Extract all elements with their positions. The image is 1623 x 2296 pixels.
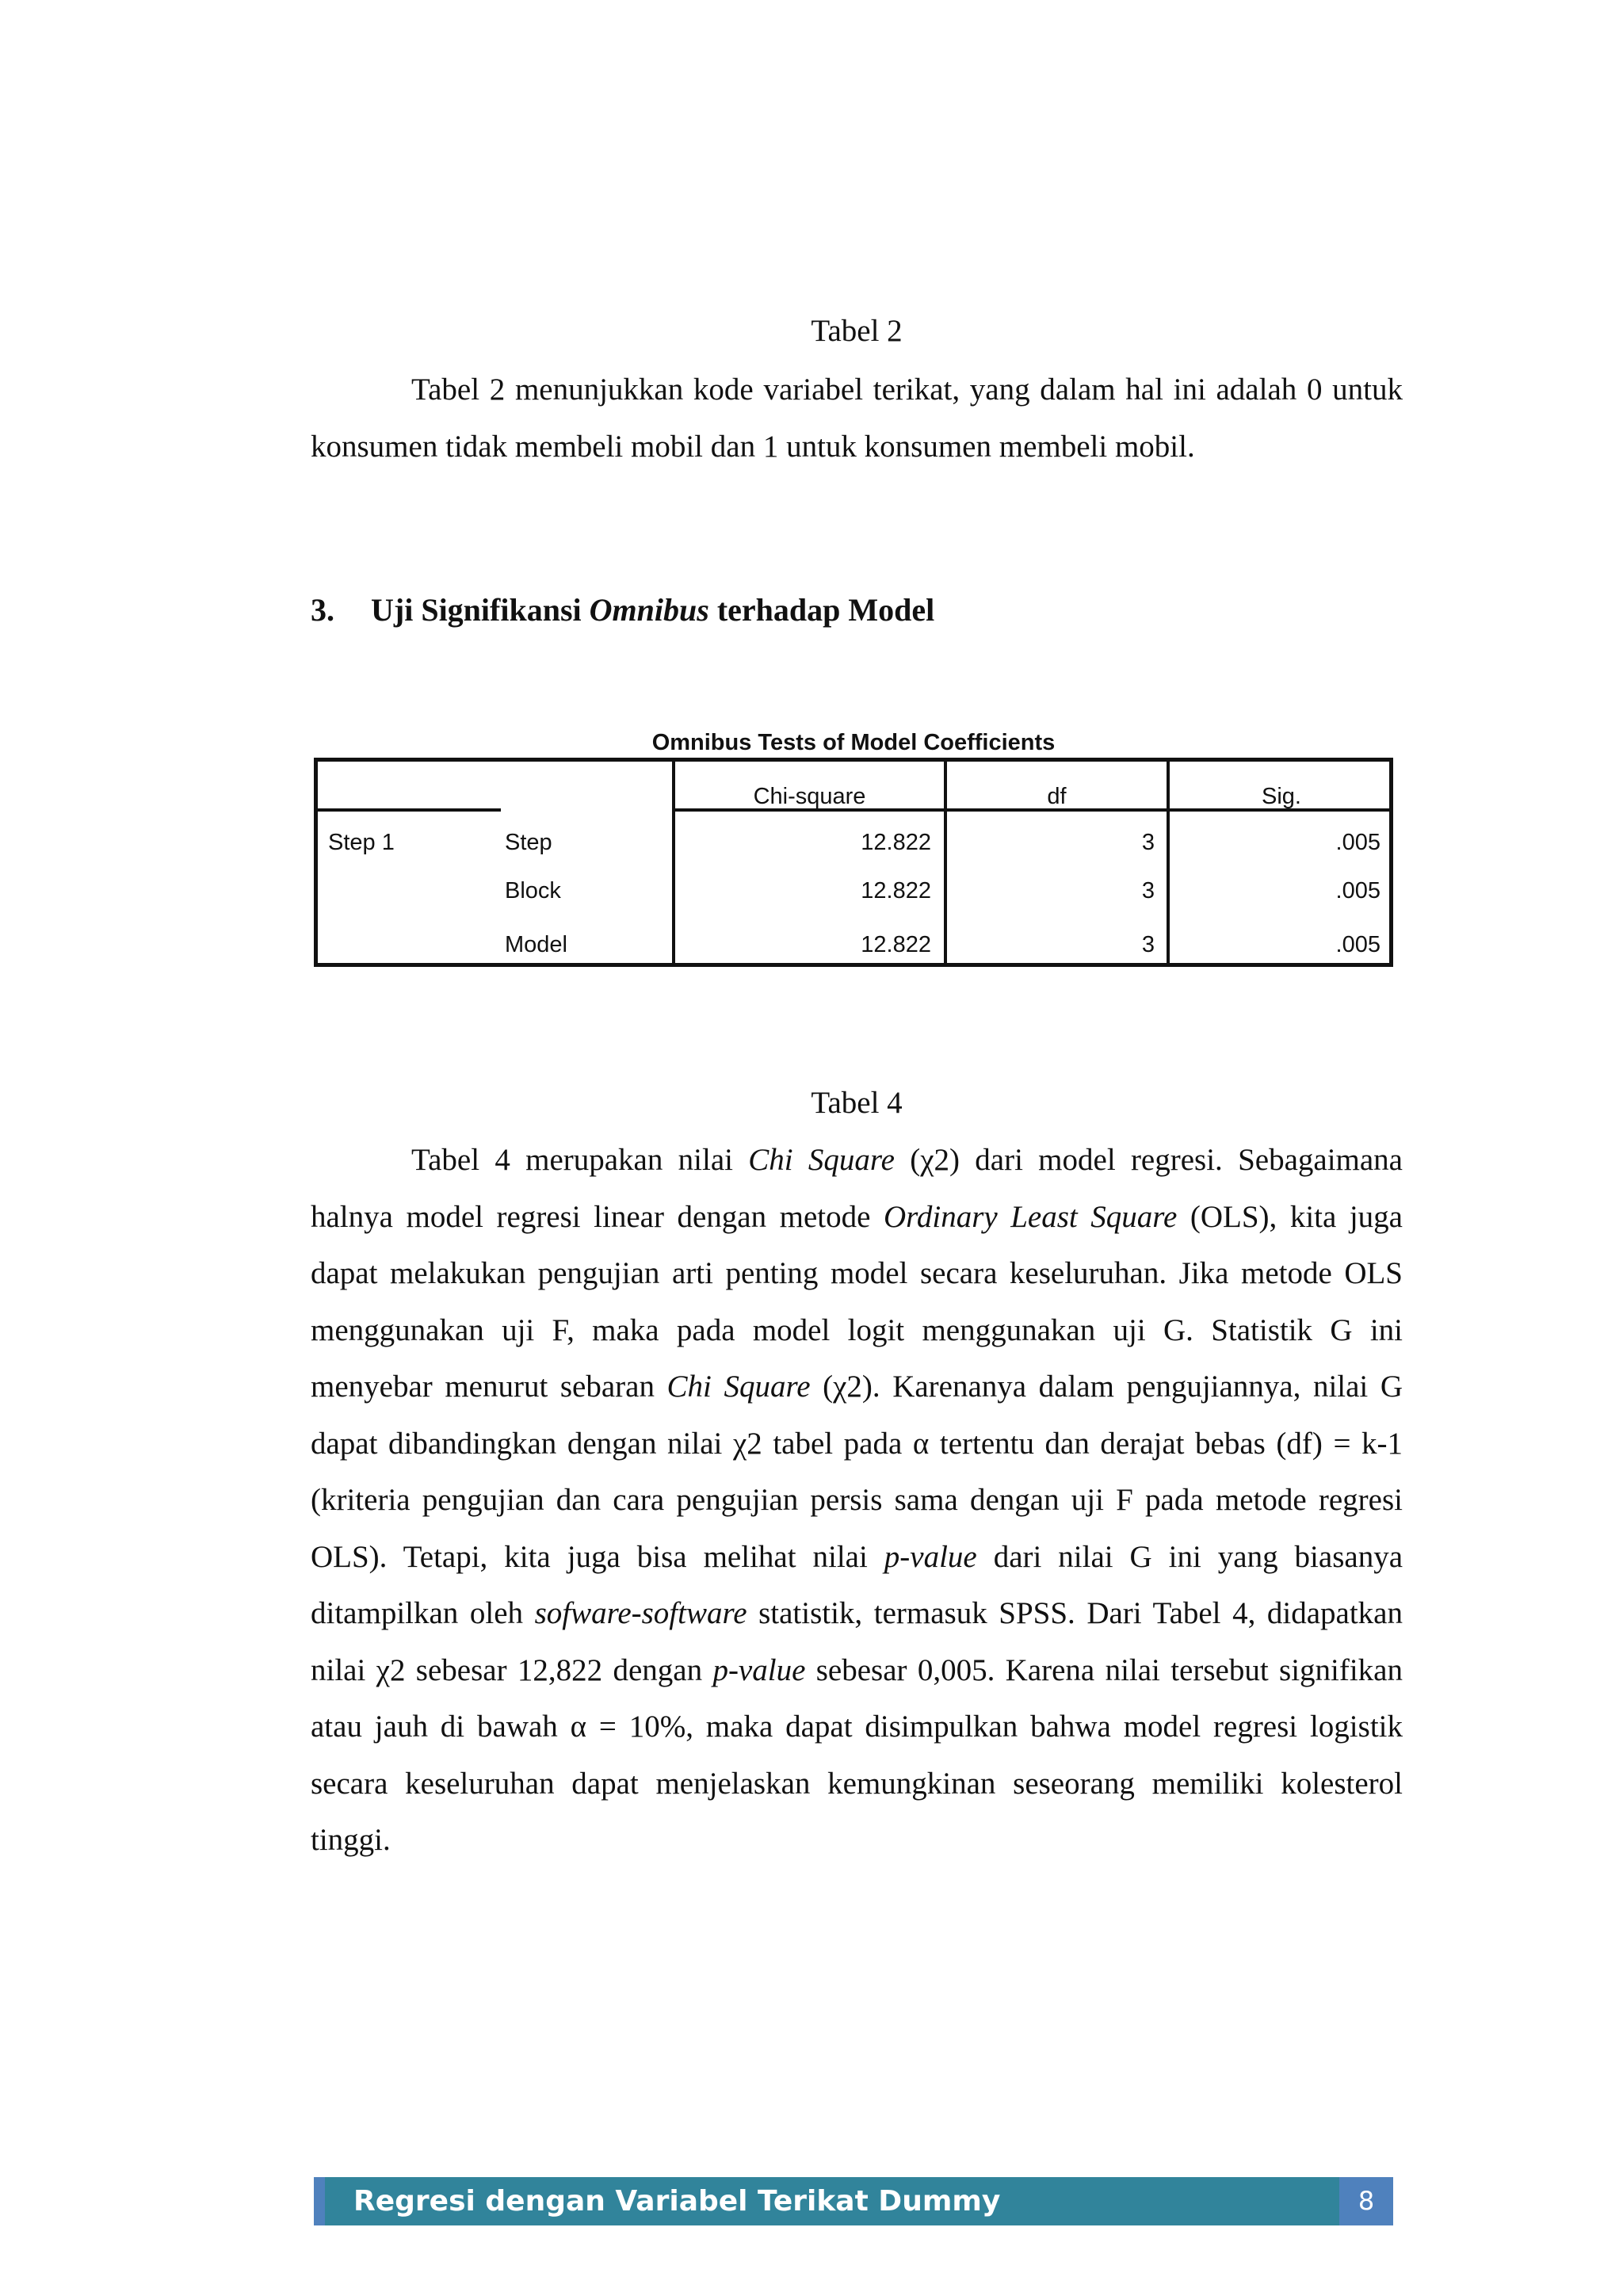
footer-accent-bar [314, 2177, 325, 2225]
caption-tabel-2: Tabel 2 [811, 314, 903, 348]
section-title-italic: Omnibus [589, 592, 709, 628]
caption-tabel-4: Tabel 4 [811, 1086, 903, 1120]
table-divider [318, 808, 501, 812]
cell-df: 3 [1141, 932, 1155, 957]
omnibus-table [314, 758, 1393, 967]
row-label: Model [505, 932, 567, 957]
header-sig: Sig. [1262, 784, 1301, 809]
section-heading [311, 591, 934, 629]
cell-df: 3 [1141, 830, 1155, 855]
row-group-label: Step 1 [328, 830, 395, 855]
row-label: Block [505, 878, 561, 904]
paragraph-tabel-4: Tabel 4 merupakan nilai Chi Square (χ2) dari model regresi. Sebagaimana halnya model regresi linear dengan metode Ordinary Least Square (OLS), kita juga dapat melakukan pengujian arti penting model secara keseluruhan. Jika metode OLS menggunakan uji F, maka pada model logit menggunakan uji G. Statistik G ini menyebar menurut sebaran Chi Square (χ2). Karenanya dalam pengujiannya, nilai G dapat dibandingkan dengan nilai χ2 tabel pada α tertentu dan derajat bebas (df) = k-1 (kriteria pengujian dan cara pengujian persis sama dengan uji F pada metode regresi OLS). Tetapi, kita juga bisa melihat nilai p-value dari nilai G ini yang biasanya ditampilkan oleh sofware-software statistik, termasuk SPSS. Dari Tabel 4, didapatkan nilai χ2 sebesar 12,822 dengan p-value sebesar 0,005. Karena nilai tersebut signifikan atau jauh di bawah α = 10%, maka dapat disimpulkan bahwa model regresi logistik secara keseluruhan dapat menjelaskan kemungkinan seseorang memiliki kolesterol tinggi. [311, 1143, 1403, 1857]
section-title-part: terhadap Model [708, 592, 935, 628]
cell-chi-square: 12.822 [861, 830, 931, 855]
page-number: 8 [1339, 2177, 1393, 2225]
cell-chi-square: 12.822 [861, 932, 931, 957]
footer-title: Regresi dengan Variabel Terikat Dummy [353, 2185, 1001, 2218]
cell-sig: .005 [1335, 830, 1381, 855]
cell-sig: .005 [1335, 878, 1381, 904]
cell-chi-square: 12.822 [861, 878, 931, 904]
section-title-part: Uji Signifikansi [371, 592, 590, 628]
paragraph-tabel-2: Tabel 2 menunjukkan kode variabel terikat, yang dalam hal ini adalah 0 untuk konsumen tidak membeli mobil dan 1 untuk konsumen membeli mobil. [311, 372, 1403, 464]
cell-df: 3 [1141, 878, 1155, 904]
header-chi-square: Chi-square [753, 784, 866, 809]
cell-sig: .005 [1335, 932, 1381, 957]
header-df: df [1047, 784, 1067, 809]
section-number: 3. [311, 592, 334, 628]
page-footer [314, 2177, 1393, 2225]
row-label: Step [505, 830, 552, 855]
table-title: Omnibus Tests of Model Coefficients [651, 730, 1056, 755]
